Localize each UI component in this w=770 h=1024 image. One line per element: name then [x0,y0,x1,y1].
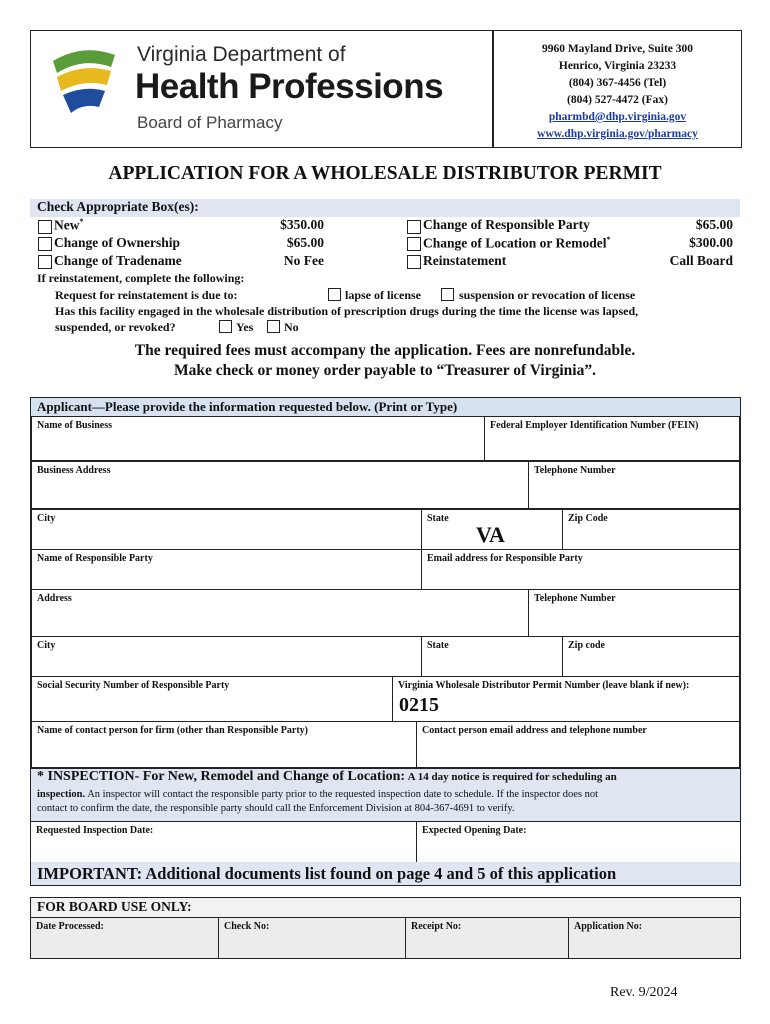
business-address-label: Business Address [37,465,111,476]
suspension-label: suspension or revocation of license [459,288,636,302]
inspection-bold-start: inspection. [37,789,86,800]
important-note: IMPORTANT: Additional documents list found on page 4 and 5 of this application [37,864,617,883]
receipt-no-label: Receipt No: [411,921,462,932]
inspection-notice: A 14 day notice is required for scheduling an [407,771,617,783]
checkbox-reinstatement[interactable] [407,255,421,269]
requested-inspection-date-label: Requested Inspection Date: [36,825,154,836]
check-no-label: Check No: [224,921,270,932]
state-field[interactable] [421,509,563,550]
checkbox-lapse[interactable] [328,288,341,301]
fees-note-line2: Make check or money order payable to “Treasurer of Virginia”. [174,362,596,379]
state-label: State [427,513,449,524]
option-change-tradename-fee: No Fee [283,253,324,268]
option-change-location-fee: $300.00 [689,235,733,250]
inspection-text-line1: An inspector will contact the responsible party prior to the requested inspection date to schedule. If the inspector does not [87,789,599,800]
permit-number-value: 0215 [399,694,439,716]
fax-line: (804) 527-4472 (Fax) [567,94,668,106]
state-value: VA [476,522,505,547]
logo-line1: Virginia Department of [137,43,346,66]
business-address-field[interactable] [31,461,529,509]
responsible-party-label: Name of Responsible Party [37,553,153,564]
inspection-text [37,770,737,785]
contact-info [494,41,741,143]
checkbox-change-location[interactable] [407,237,421,251]
responsible-party-email-label: Email address for Responsible Party [427,553,583,564]
check-heading: Check Appropriate Box(es): [37,199,199,214]
logo [43,39,483,139]
option-reinstatement-fee: Call Board [669,253,733,268]
fein-field[interactable] [484,416,740,461]
name-of-business-label: Name of Business [37,420,113,431]
dhp-logo-icon [43,41,123,121]
reinstatement-intro: If reinstatement, complete the following: [37,271,245,285]
applicant-header: Applicant—Please provide the information requested below. (Print or Type) [37,399,458,414]
rp-city-label: City [37,640,56,651]
inspection-body [37,788,737,816]
email-link[interactable]: pharmbd@dhp.virginia.gov [548,111,687,123]
rp-zip-label: Zip code [568,640,605,651]
city-field[interactable] [31,509,422,550]
zip-field[interactable] [562,509,740,550]
no-label: No [284,320,299,334]
fein-label: Federal Employer Identification Number (FEIN) [490,420,699,431]
inspection-heading: * INSPECTION- For New, Remodel and Change of Location: [37,769,406,784]
checkbox-yes[interactable] [219,320,232,333]
checkbox-no[interactable] [267,320,280,333]
receipt-no-field[interactable] [405,917,569,958]
address-line1: 9960 Mayland Drive, Suite 300 [541,43,694,55]
checkbox-change-ownership[interactable] [38,237,52,251]
expected-opening-date-label: Expected Opening Date: [422,825,527,836]
requested-inspection-date-field[interactable] [30,821,417,863]
contact-email-field[interactable] [416,721,740,768]
checkbox-suspension[interactable] [441,288,454,301]
reinstatement-question-line2: suspended, or revoked? [55,320,176,334]
option-change-tradename-label: Change of Tradename [54,253,182,268]
contact-name-field[interactable] [31,721,417,768]
logo-line2: Health Professions [135,67,444,106]
option-reinstatement-label: Reinstatement [423,253,507,268]
option-change-responsible-party-label: Change of Responsible Party [423,217,590,232]
rp-address-label: Address [37,593,72,604]
city-label: City [37,513,56,524]
option-new-label: New* [54,217,84,233]
option-change-location-label: Change of Location or Remodel* [423,235,611,251]
tel-line: (804) 367-4456 (Tel) [568,77,667,89]
checkbox-change-responsible-party[interactable] [407,220,421,234]
fees-note-line1: The required fees must accompany the application. Fees are nonrefundable. [134,342,636,359]
ssn-label: Social Security Number of Responsible Party [37,680,230,691]
responsible-party-email-field[interactable] [421,549,740,590]
option-change-ownership-label: Change of Ownership [54,235,181,250]
zip-label: Zip Code [568,513,608,524]
permit-number-label: Virginia Wholesale Distributor Permit Number (leave blank if new): [398,680,690,691]
option-change-ownership-fee: $65.00 [286,235,324,250]
date-processed-field[interactable] [31,917,219,958]
rp-state-label: State [427,640,449,651]
permit-number-field[interactable] [392,676,740,722]
checkbox-new[interactable] [38,220,52,234]
application-no-field[interactable] [568,917,740,958]
rp-state-field[interactable] [421,636,563,677]
logo-line3: Board of Pharmacy [137,113,283,132]
inspection-text-line2: contact to confirm the date, the responsible party should call the Enforcement Division at 804-367-4691 to verify. [37,803,515,814]
rp-address-field[interactable] [31,589,529,637]
reinstatement-question: Has this facility engaged in the wholesale distribution of prescription drugs during the time the license was lapsed, [55,304,639,318]
yes-label: Yes [236,320,254,334]
rp-city-field[interactable] [31,636,422,677]
address-line2: Henrico, Virginia 23233 [558,60,677,72]
rp-telephone-label: Telephone Number [534,593,616,604]
ssn-field[interactable] [31,676,393,722]
lapse-label: lapse of license [345,288,421,302]
responsible-party-field[interactable] [31,549,422,590]
date-processed-label: Date Processed: [36,921,104,932]
revision-label: Rev. 9/2024 [610,985,678,1000]
rp-telephone-field[interactable] [528,589,740,637]
business-telephone-label: Telephone Number [534,465,616,476]
contact-email-label: Contact person email address and telephone number [422,725,647,736]
board-use-heading: FOR BOARD USE ONLY: [37,899,192,914]
page-title: APPLICATION FOR A WHOLESALE DISTRIBUTOR PERMIT [108,163,662,184]
expected-opening-date-field[interactable] [416,821,741,863]
option-new-fee: $350.00 [280,217,324,232]
check-no-field[interactable] [218,917,406,958]
website-link[interactable]: www.dhp.virginia.gov/pharmacy [537,128,698,140]
business-telephone-field[interactable] [528,461,740,509]
option-change-responsible-party-fee: $65.00 [695,217,733,232]
reinstatement-due-label: Request for reinstatement is due to: [55,288,238,302]
header-box [30,30,742,148]
name-of-business-field[interactable] [31,416,485,461]
checkbox-change-tradename[interactable] [38,255,52,269]
rp-zip-field[interactable] [562,636,740,677]
contact-name-label: Name of contact person for firm (other than Responsible Party) [37,725,308,736]
application-no-label: Application No: [574,921,643,932]
